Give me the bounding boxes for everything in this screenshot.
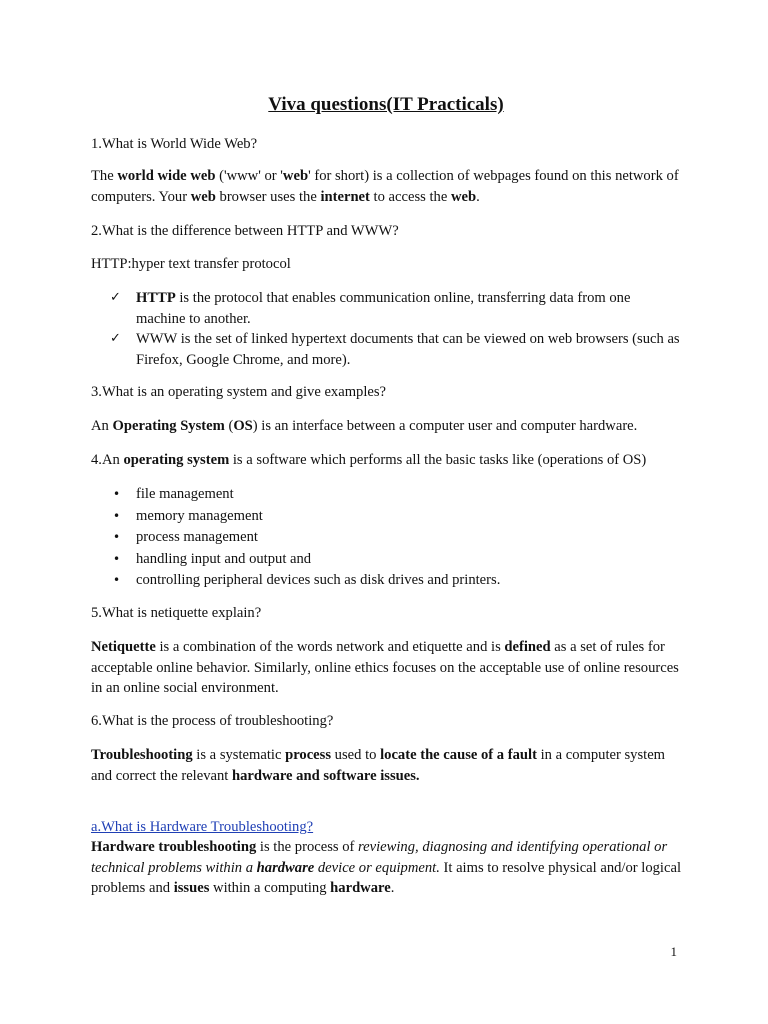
checkmark-icon: ✓	[110, 290, 121, 305]
bullet-icon: •	[113, 508, 121, 523]
bullet-icon: •	[113, 530, 121, 544]
http-definition: HTTP:hyper text transfer protocol	[91, 256, 291, 272]
list-item: ✓ WWW is the set of linked hypertext documents that can be viewed on web browsers (such as Firefox, Google Chrome, and more).	[110, 331, 680, 368]
hardware-troubleshooting-link-line	[91, 817, 681, 838]
answer-1: The world wide web ('www' or 'web' for short) is a collection of webpages found on this network of computers. Your web browser uses the internet to access the web.	[91, 168, 679, 205]
answer-6a: Hardware troubleshooting is the process of reviewing, diagnosing and identifying operational or technical problems within a hardware device or equipment. It aims to resolve physical and/or logical problems and issues within a computing hardware.	[91, 839, 681, 896]
page-number: 1	[670, 944, 677, 959]
bullet-icon: •	[113, 551, 121, 566]
answer-5: Netiquette is a combination of the words network and etiquette and is defined as a set of rules for acceptable online behavior. Similarly, online ethics focuses on the acceptable use of online resources in an online social environment.	[91, 639, 679, 696]
bullet-icon: •	[113, 573, 121, 587]
answer-6: Troubleshooting is a systematic process used to locate the cause of a fault in a computer system and correct the relevant hardware and software issues.	[91, 747, 666, 784]
question-5: 5.What is netiquette explain?	[91, 605, 262, 621]
page-title: Viva questions(IT Practicals)	[268, 94, 504, 115]
hardware-troubleshooting-link[interactable]: a.What is Hardware Troubleshooting?	[91, 819, 314, 835]
difference-list	[91, 288, 681, 370]
list-item: ✓ HTTP is the protocol that enables communication online, transferring data from one machine to another.	[110, 290, 631, 327]
list-item: • memory management	[91, 506, 681, 528]
question-2: 2.What is the difference between HTTP and WWW?	[91, 223, 399, 239]
list-item: • file management	[91, 484, 681, 506]
question-3: 3.What is an operating system and give examples?	[91, 384, 387, 400]
question-1: 1.What is World Wide Web?	[91, 136, 258, 152]
checkmark-icon: ✓	[110, 331, 121, 346]
question-6: 6.What is the process of troubleshooting?	[91, 713, 334, 729]
list-item: • process management	[91, 527, 681, 549]
bullet-icon: •	[113, 487, 121, 501]
list-item: • handling input and output and	[91, 549, 681, 571]
answer-3: An Operating System (OS) is an interface between a computer user and computer hardware.	[91, 418, 638, 434]
list-item: • controlling peripheral devices such as disk drives and printers.	[91, 570, 681, 592]
os-task-list	[91, 484, 681, 592]
question-4: 4.An operating system is a software which performs all the basic tasks like (operations of OS)	[91, 452, 647, 468]
